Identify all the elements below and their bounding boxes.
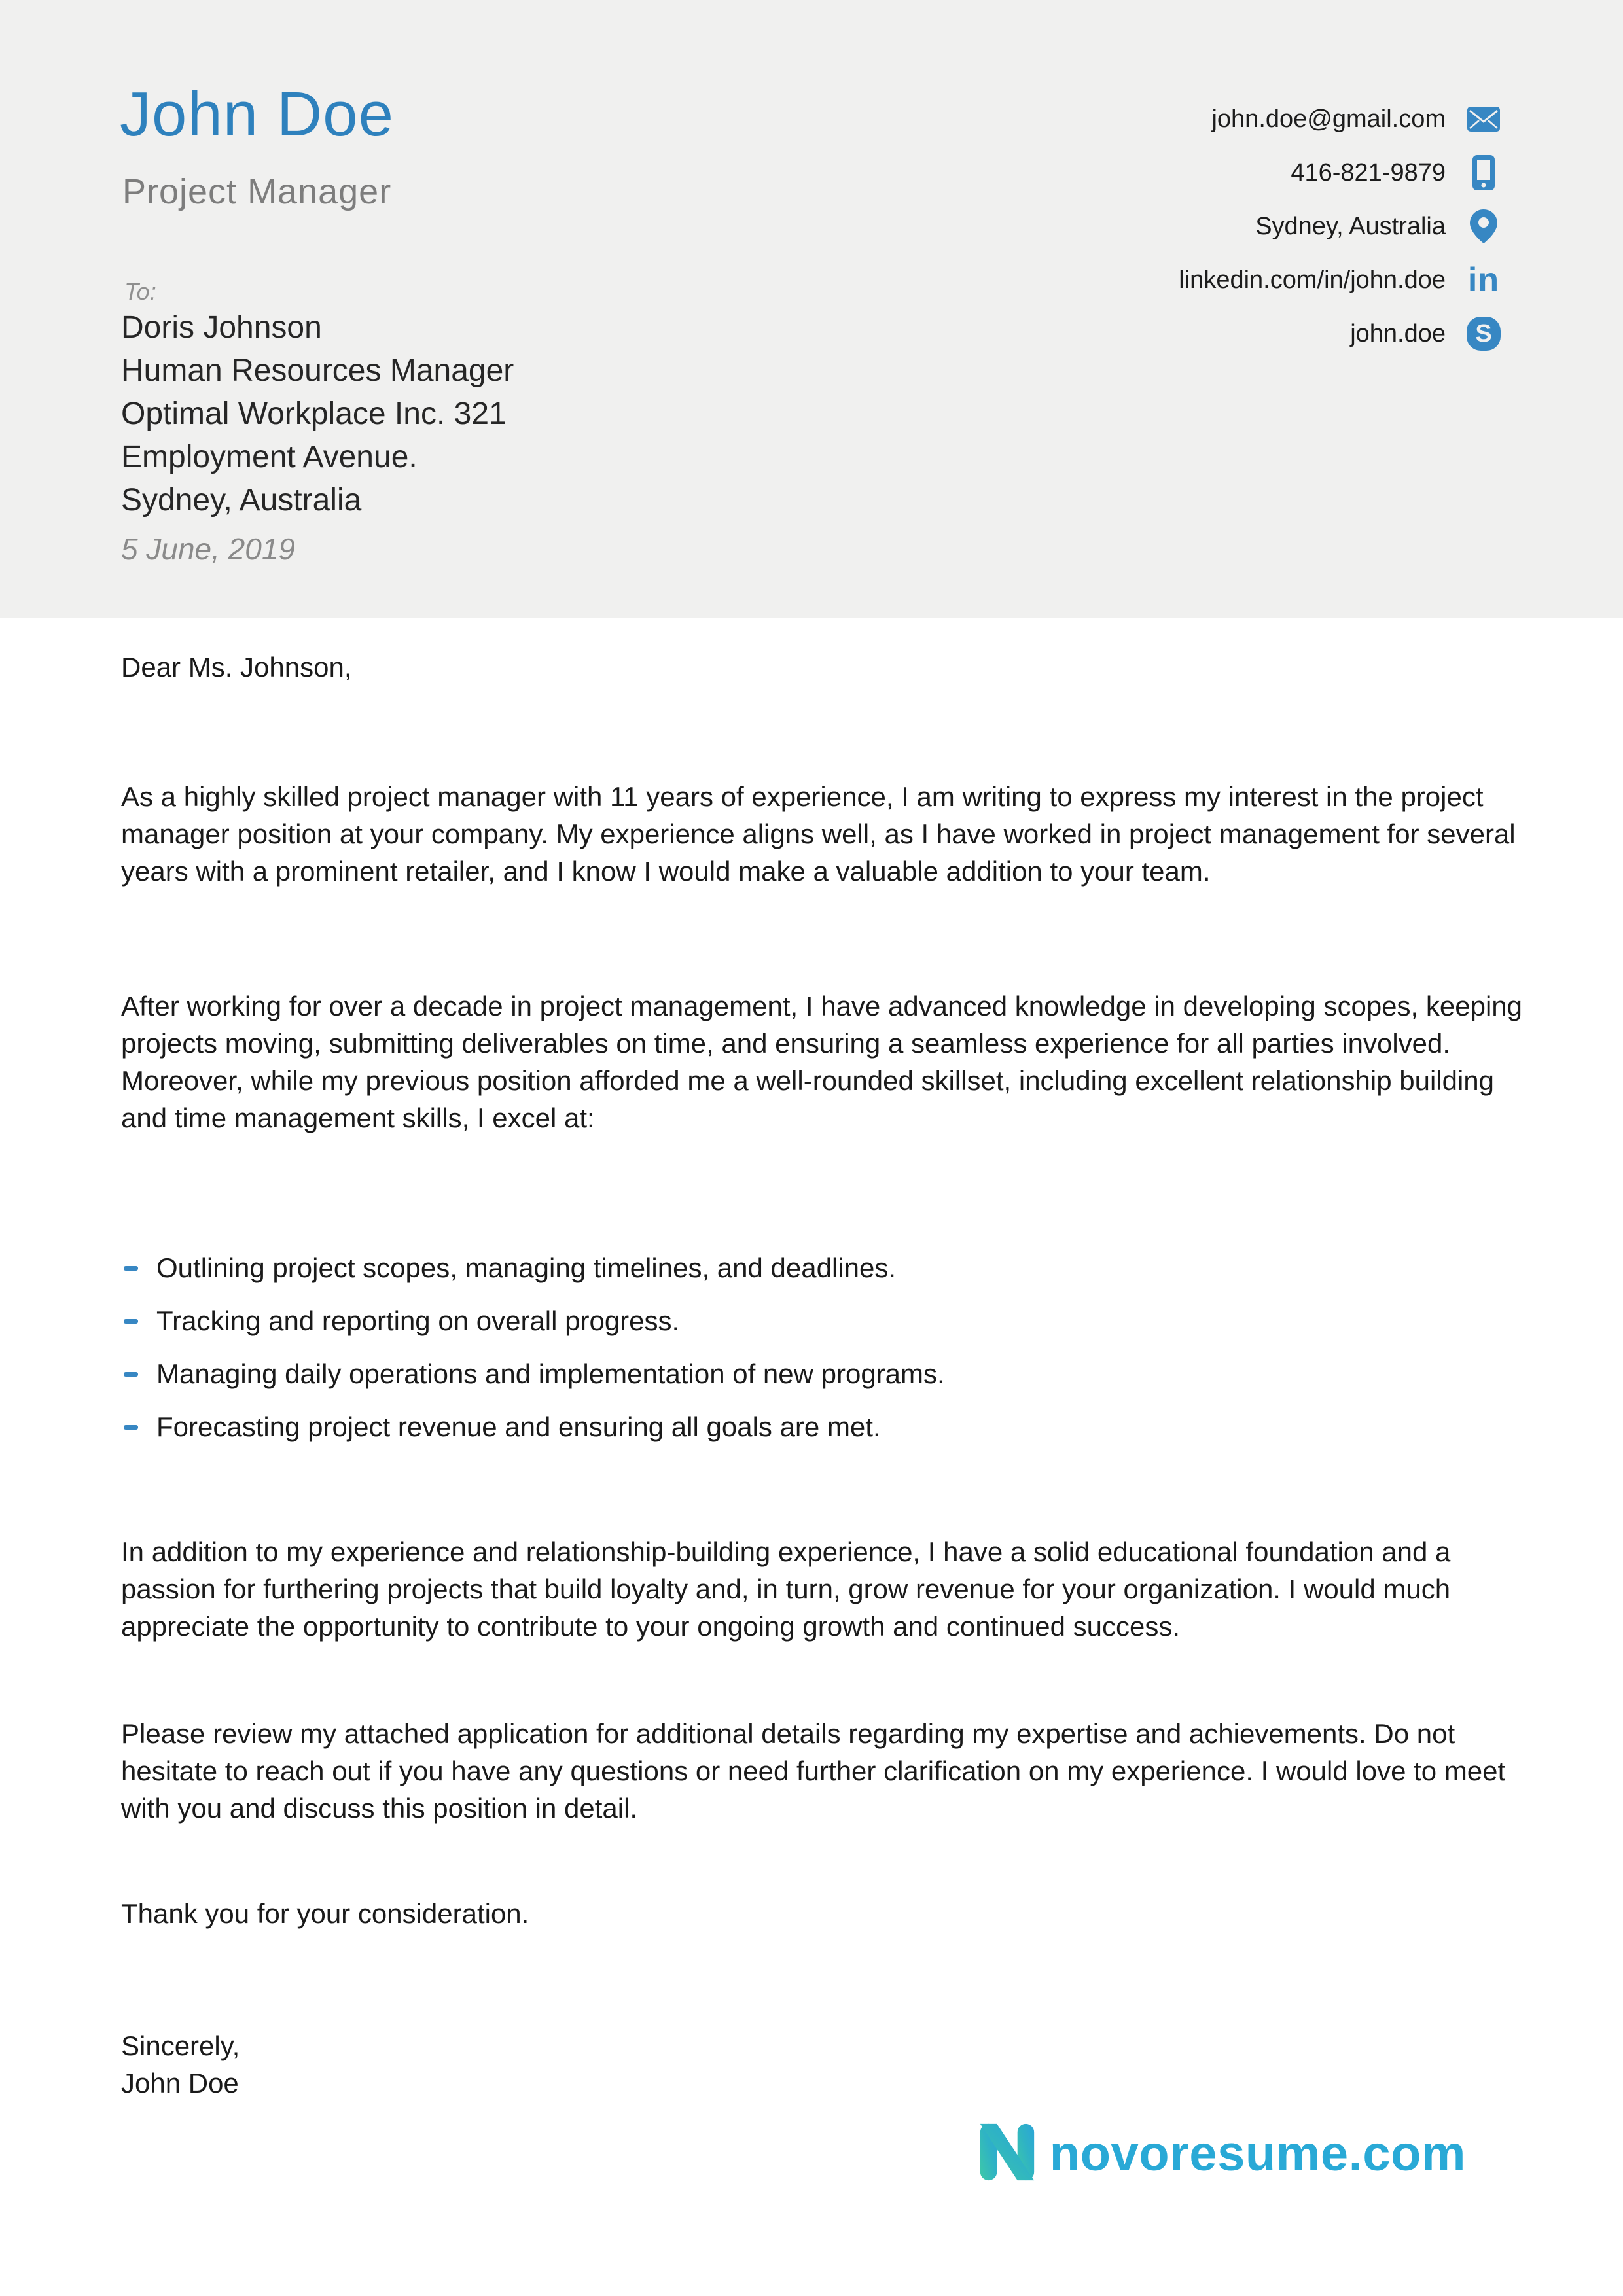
- signoff-block: [121, 2027, 240, 2102]
- recipient-line: Doris Johnson: [121, 310, 322, 345]
- list-item: [121, 1355, 1535, 1392]
- contact-row-location: [1179, 200, 1502, 253]
- email-icon: [1465, 107, 1502, 132]
- list-item: [121, 1408, 1535, 1445]
- novoresume-n-icon: [975, 2120, 1039, 2187]
- contact-linkedin-text: linkedin.com/in/john.doe: [1179, 266, 1446, 294]
- signature-name: John Doe: [121, 2068, 239, 2098]
- brand-text: novoresume.com: [1049, 2125, 1466, 2181]
- location-icon: [1465, 209, 1502, 244]
- recipient-block: [121, 306, 514, 522]
- contact-row-email: [1179, 92, 1502, 146]
- novoresume-logo[interactable]: [975, 2120, 1466, 2187]
- phone-icon: [1465, 154, 1502, 191]
- list-item-text: Outlining project scopes, managing timelines, and deadlines.: [156, 1252, 897, 1283]
- salutation: Dear Ms. Johnson,: [121, 652, 352, 682]
- list-item-text: Managing daily operations and implementation of new programs.: [156, 1358, 945, 1389]
- paragraph-education: In addition to my experience and relationship-building experience, I have a solid educational foundation and a passion for furthering projects that build loyalty and, in turn, grow revenue for your organization. I would much appreciate the opportunity to contribute to your ongoing growth and continued success.: [121, 1536, 1451, 1642]
- contact-skype-text: john.doe: [1350, 319, 1446, 347]
- contact-row-phone: [1179, 146, 1502, 200]
- letter-date: 5 June, 2019: [121, 532, 296, 566]
- linkedin-icon: in: [1467, 261, 1500, 299]
- letter-header: [0, 0, 1623, 618]
- signoff-line: Sincerely,: [121, 2030, 240, 2061]
- paragraph-experience: After working for over a decade in project management, I have advanced knowledge in developing scopes, keeping projects moving, submitting deliverables on time, and ensuring a seamless experience for all parties involved. Moreover, while my previous position afforded me a well-rounded skillset, including excellent relationship building and time management skills, I excel at:: [121, 991, 1522, 1133]
- to-label: To:: [124, 278, 156, 305]
- recipient-line: Employment Avenue.: [121, 440, 418, 474]
- recipient-line: Optimal Workplace Inc. 321: [121, 397, 507, 431]
- skills-list: [121, 1249, 1535, 1461]
- applicant-job-title: Project Manager: [122, 172, 392, 211]
- paragraph-closing: Please review my attached application for additional details regarding my expertise and achievements. Do not hesitate to reach out if you have any questions or need further clarification on my experience. I would love to meet with you and discuss this position in detail.: [121, 1718, 1506, 1824]
- list-item: [121, 1302, 1535, 1339]
- contact-phone-text: 416-821-9879: [1291, 158, 1446, 186]
- contact-row-skype: [1179, 307, 1502, 361]
- contact-location-text: Sydney, Australia: [1255, 212, 1446, 240]
- applicant-name: John Doe: [120, 79, 394, 149]
- dash-bullet-icon: [124, 1425, 138, 1430]
- paragraph-intro: As a highly skilled project manager with 11 years of experience, I am writing to express my interest in the project manager position at your company. My experience aligns well, as I have worked in project management for several years with a prominent retailer, and I know I would make a valuable addition to your team.: [121, 781, 1516, 887]
- thank-you-line: Thank you for your consideration.: [121, 1898, 529, 1929]
- contact-list: [1179, 92, 1502, 361]
- recipient-line: Sydney, Australia: [121, 483, 362, 518]
- dash-bullet-icon: [124, 1319, 138, 1324]
- recipient-line: Human Resources Manager: [121, 353, 514, 388]
- list-item-text: Forecasting project revenue and ensuring all goals are met.: [156, 1411, 881, 1442]
- list-item: [121, 1249, 1535, 1286]
- skype-icon: S: [1465, 317, 1502, 351]
- dash-bullet-icon: [124, 1372, 138, 1377]
- contact-row-linkedin: [1179, 253, 1502, 307]
- contact-email-text: john.doe@gmail.com: [1211, 105, 1446, 133]
- list-item-text: Tracking and reporting on overall progress.: [156, 1305, 680, 1336]
- dash-bullet-icon: [124, 1266, 138, 1271]
